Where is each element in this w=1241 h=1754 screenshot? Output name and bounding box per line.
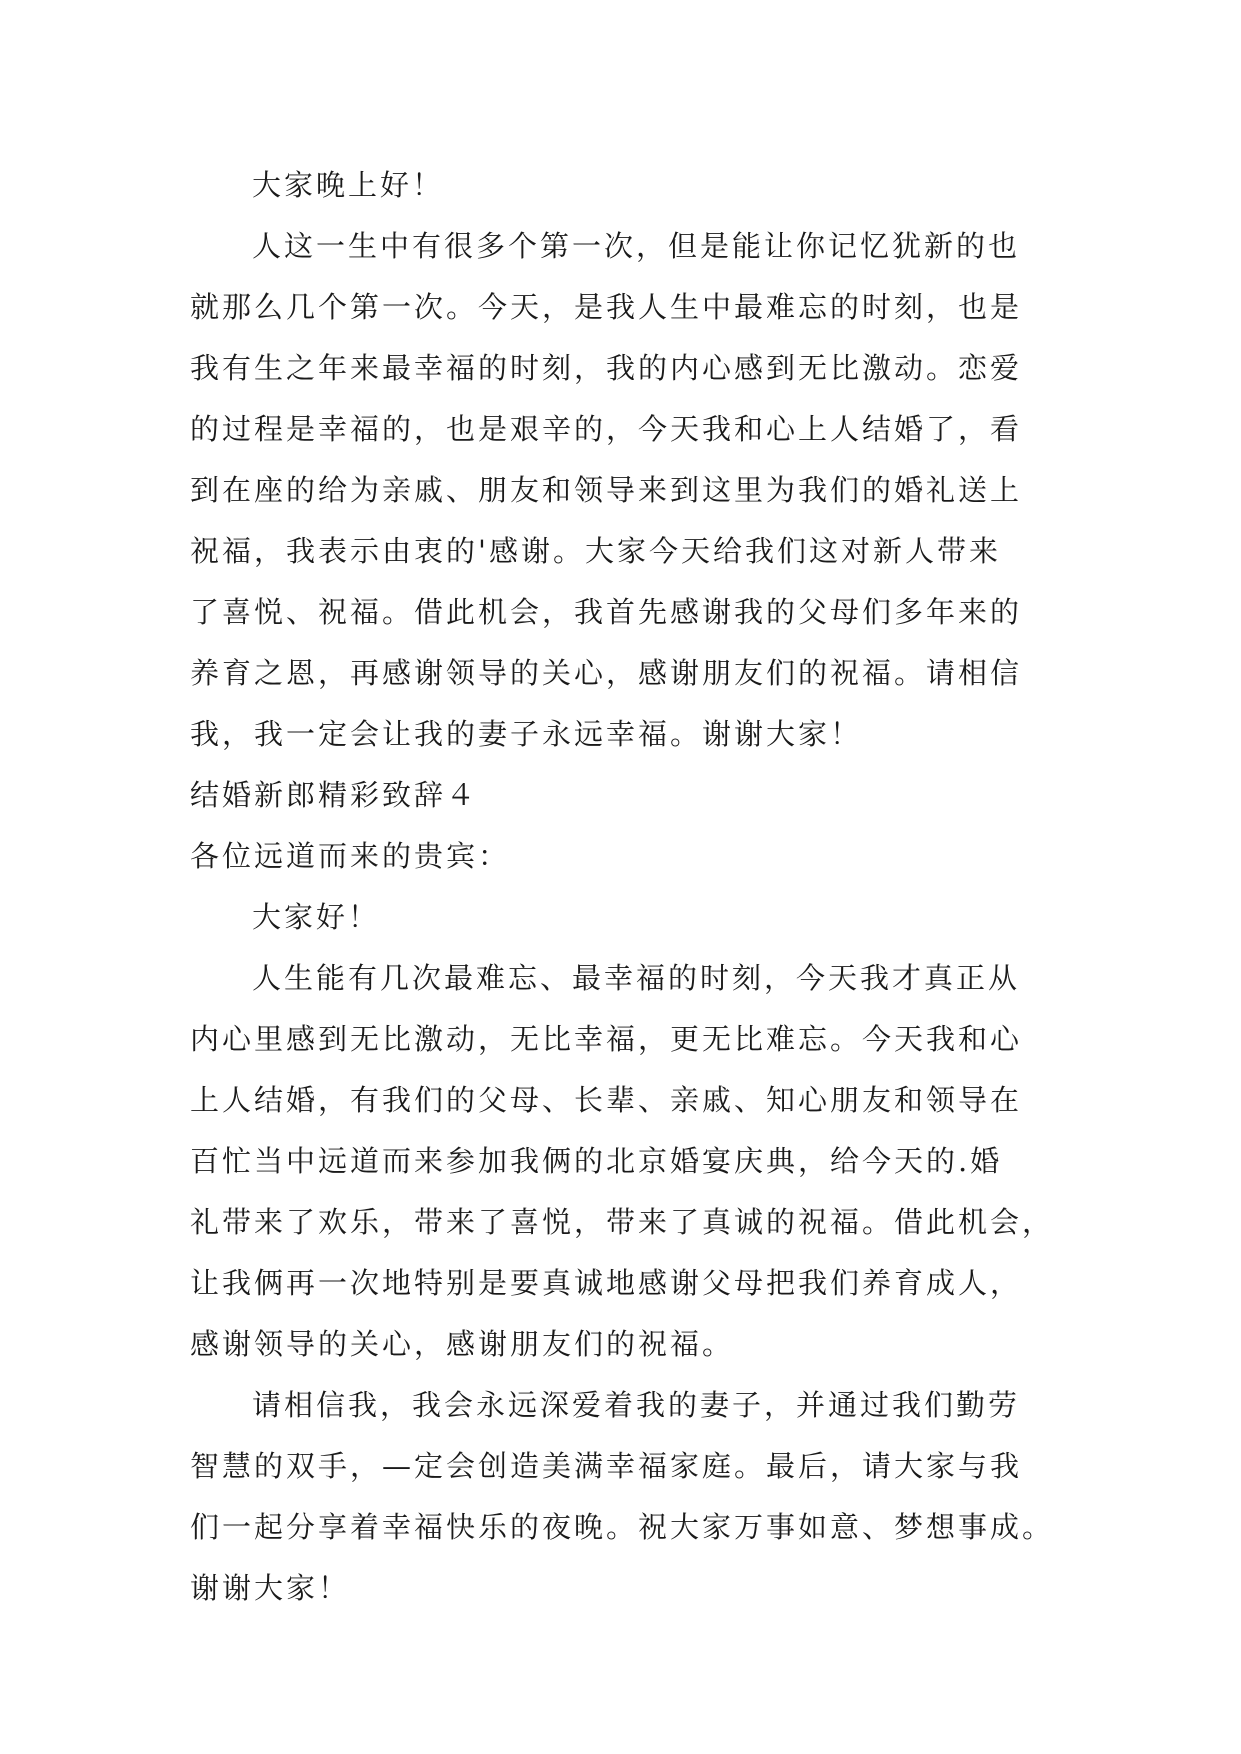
paragraph-line: 智慧的双手，—定会创造美满幸福家庭。最后，请大家与我 [190, 1449, 1023, 1483]
paragraph-line: 了喜悦、祝福。借此机会，我首先感谢我的父母们多年来的 [190, 595, 1023, 629]
paragraph-line: 上人结婚，有我们的父母、长辈、亲戚、知心朋友和领导在 [190, 1083, 1023, 1117]
paragraph-line: 就那么几个第一次。今天，是我人生中最难忘的时刻，也是 [190, 290, 1023, 324]
paragraph-line: 请相信我，我会永远深爱着我的妻子，并通过我们勤劳 [252, 1388, 1021, 1422]
paragraph-line: 我，我一定会让我的妻子永远幸福。谢谢大家！ [190, 717, 863, 751]
paragraph-line: 人生能有几次最难忘、最幸福的时刻，今天我才真正从 [252, 961, 1021, 995]
greeting-line: 大家晚上好！ [252, 168, 445, 202]
paragraph-line: 百忙当中远道而来参加我俩的北京婚宴庆典，给今天的.婚 [190, 1144, 1003, 1178]
paragraph-line: 内心里感到无比激动，无比幸福，更无比难忘。今天我和心 [190, 1022, 1023, 1056]
closing-line: 谢谢大家！ [190, 1571, 351, 1605]
greeting-line: 大家好！ [252, 900, 381, 934]
paragraph-line: 到在座的给为亲戚、朋友和领导来到这里为我们的婚礼送上 [190, 473, 1023, 507]
paragraph-line: 养育之恩，再感谢领导的关心，感谢朋友们的祝福。请相信 [190, 656, 1023, 690]
paragraph-line: 的过程是幸福的，也是艰辛的，今天我和心上人结婚了，看 [190, 412, 1023, 446]
paragraph-line: 祝福，我表示由衷的'感谢。大家今天给我们这对新人带来 [190, 534, 1001, 568]
paragraph-line: 我有生之年来最幸福的时刻，我的内心感到无比激动。恋爱 [190, 351, 1023, 385]
section-heading: 结婚新郎精彩致辞４ [190, 778, 479, 812]
paragraph-line: 让我俩再一次地特别是要真诚地感谢父母把我们养育成人， [190, 1266, 1023, 1300]
document-body [190, 155, 1060, 1619]
paragraph-line: 感谢领导的关心，感谢朋友们的祝福。 [190, 1327, 735, 1361]
paragraph-line: 们一起分享着幸福快乐的夜晚。祝大家万事如意、梦想事成。 [190, 1510, 1055, 1544]
paragraph-line: 礼带来了欢乐，带来了喜悦，带来了真诚的祝福。借此机会， [190, 1205, 1055, 1239]
salutation-line: 各位远道而来的贵宾： [190, 839, 511, 873]
paragraph-line: 人这一生中有很多个第一次，但是能让你记忆犹新的也 [252, 229, 1021, 263]
